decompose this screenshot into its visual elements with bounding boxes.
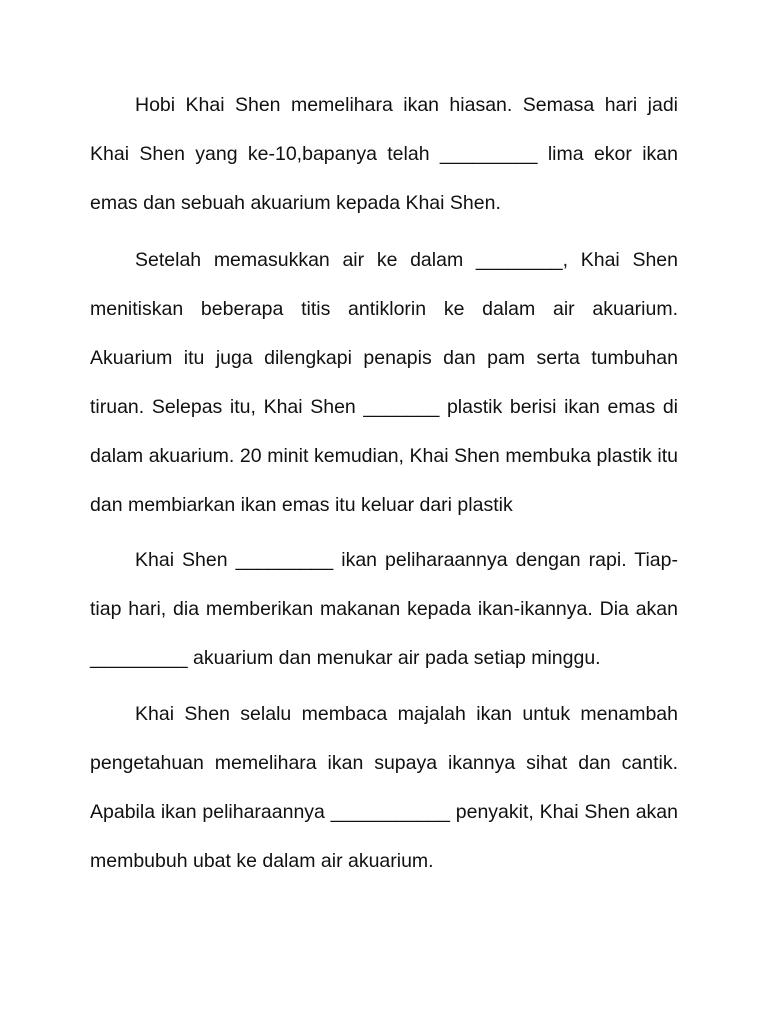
- paragraph-1: Hobi Khai Shen memelihara ikan hiasan. Semasa hari jadi Khai Shen yang ke-10,bapanya telah _________ lima ekor ikan emas dan sebuah akuarium kepada Khai Shen.: [90, 94, 678, 214]
- paragraph-2: Setelah memasukkan air ke dalam ________, Khai Shen menitiskan beberapa titis antiklorin ke dalam air akuarium. Akuarium itu juga dilengkapi penapis dan pam serta tumbuhan tiruan. Selepas itu, Khai Shen _______ plastik berisi ikan emas di dalam akuarium. 20 minit kemudian, Khai Shen membuka plastik itu dan membiarkan ikan emas itu keluar dari plastik: [90, 249, 678, 516]
- paragraph-4: Khai Shen selalu membaca majalah ikan untuk menambah pengetahuan memelihara ikan supaya ikannya sihat dan cantik. Apabila ikan peliharaannya ___________ penyakit, Khai Shen akan membubuh ubat ke dalam air akuarium.: [90, 703, 678, 872]
- paragraph-3: Khai Shen _________ ikan peliharaannya dengan rapi. Tiap-tiap hari, dia memberikan makanan kepada ikan-ikannya. Dia akan _________ akuarium dan menukar air pada setiap minggu.: [90, 549, 678, 669]
